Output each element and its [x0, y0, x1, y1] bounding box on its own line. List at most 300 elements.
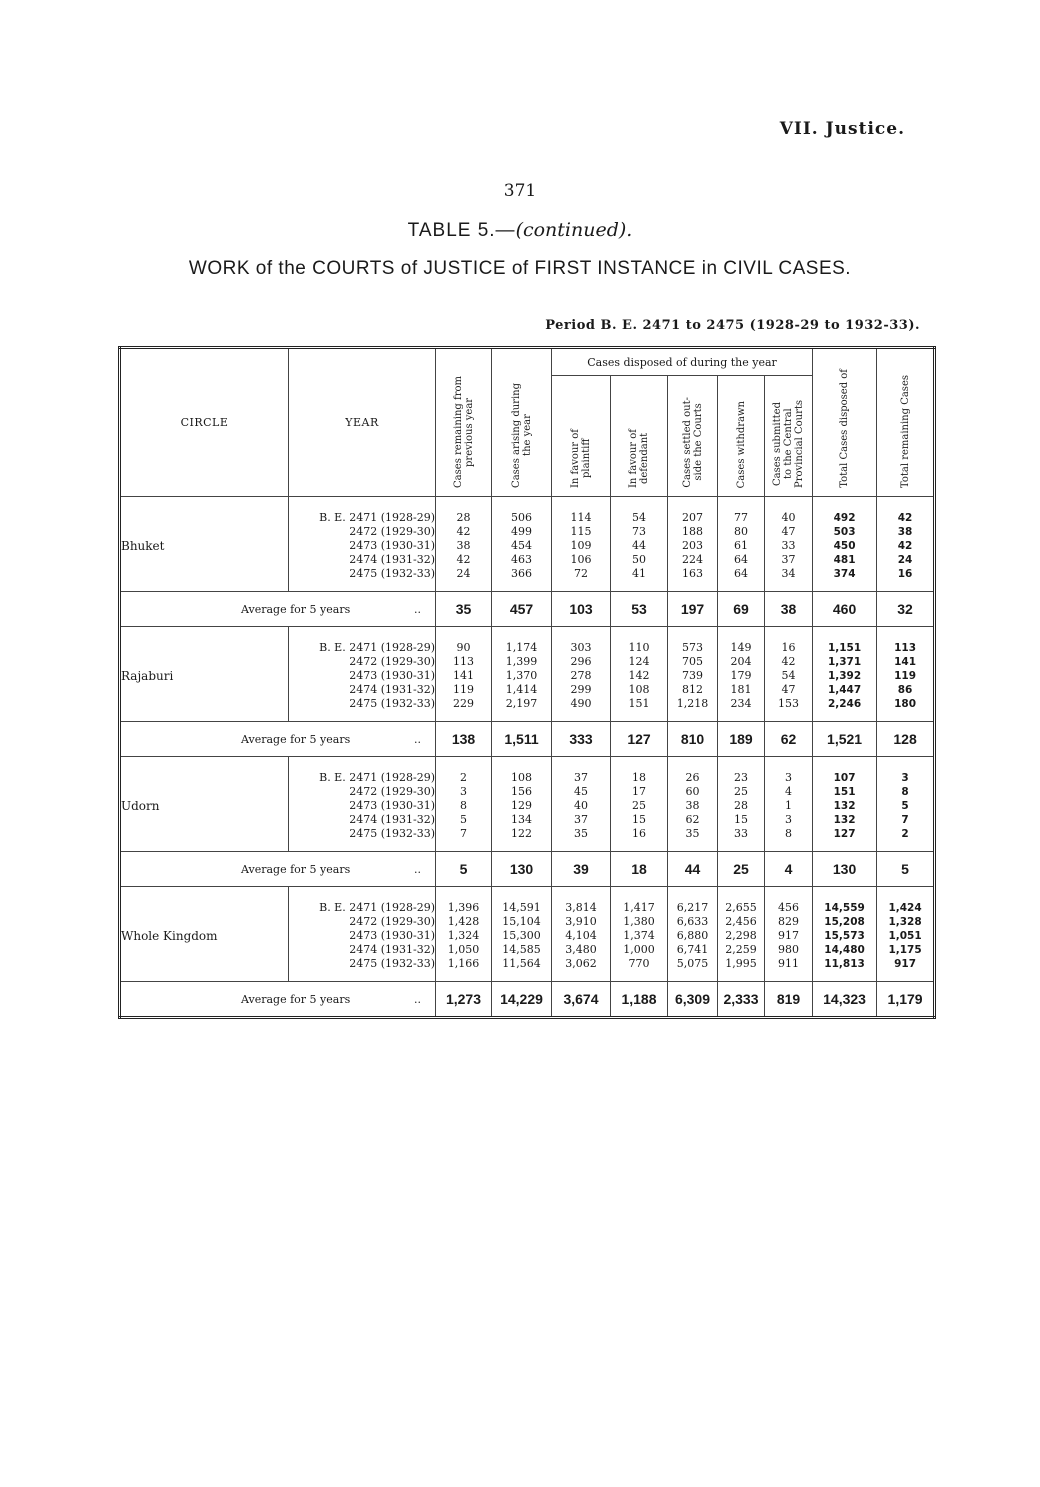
value: 17 — [632, 785, 646, 798]
value: 127 — [833, 828, 856, 840]
average-value: 3,674 — [552, 982, 611, 1018]
average-value: 127 — [611, 722, 668, 757]
header-total-remaining-text: Total remaining Cases — [899, 374, 911, 488]
cell-arising — [492, 887, 552, 982]
value: 122 — [511, 827, 532, 840]
value: 80 — [734, 525, 748, 538]
value: 911 — [778, 957, 800, 970]
cell-submitted — [765, 497, 813, 592]
value: 24 — [897, 554, 913, 566]
value: 44 — [632, 539, 646, 552]
average-row — [120, 722, 935, 757]
average-value: 197 — [668, 592, 718, 627]
header-remaining-prev — [436, 348, 492, 497]
year-label: 2474 (1931-32) — [349, 943, 435, 956]
average-label: Average for 5 years — [241, 732, 351, 746]
table-label-continued: (continued). — [515, 219, 633, 241]
year-label: 2473 (1930-31) — [349, 929, 435, 942]
value: 2,456 — [725, 915, 757, 928]
value: 33 — [734, 827, 748, 840]
average-dots: .. — [414, 992, 421, 1006]
header-disposed-group: Cases disposed of during the year — [552, 348, 813, 376]
value: 153 — [778, 697, 800, 710]
value: 234 — [730, 697, 752, 710]
value: 503 — [833, 526, 856, 538]
value: 15,104 — [502, 915, 541, 928]
value: 1,050 — [447, 943, 480, 956]
civil-cases-table — [118, 346, 936, 1019]
value: 3,814 — [565, 901, 597, 914]
cell-withdrawn — [718, 757, 765, 852]
average-value: 35 — [436, 592, 492, 627]
value: 463 — [511, 553, 532, 566]
year-label: 2472 (1929-30) — [349, 655, 435, 668]
value: 2 — [901, 828, 909, 840]
value: 34 — [781, 567, 796, 580]
value: 1,447 — [827, 684, 862, 696]
year-label: 2473 (1930-31) — [349, 669, 435, 682]
cell-settled — [668, 887, 718, 982]
value: 4,104 — [565, 929, 597, 942]
value: 1,995 — [725, 957, 757, 970]
average-value: 14,229 — [492, 982, 552, 1018]
value: 1,324 — [447, 929, 480, 942]
value: 3 — [901, 772, 909, 784]
page-number: 371 — [503, 181, 537, 201]
value: 149 — [730, 641, 752, 654]
value: 26 — [685, 771, 700, 784]
cell-withdrawn — [718, 497, 765, 592]
average-value: 130 — [492, 852, 552, 887]
value: 6,741 — [676, 943, 709, 956]
year-label: 2475 (1932-33) — [349, 957, 435, 970]
cell-arising — [492, 497, 552, 592]
cell-plaintiff — [552, 627, 611, 722]
value: 23 — [734, 771, 748, 784]
cell-total-disposed — [813, 757, 877, 852]
cell-plaintiff — [552, 887, 611, 982]
value: 14,591 — [502, 901, 541, 914]
value: 2,197 — [505, 697, 538, 710]
value: 42 — [456, 553, 471, 566]
header-settled-text: Cases settled out- side the Courts — [681, 397, 704, 488]
header-settled — [668, 376, 718, 497]
year-list — [289, 757, 436, 852]
year-label: B. E. 2471 (1928-29) — [319, 511, 435, 524]
header-plaintiff — [552, 376, 611, 497]
value: 14,585 — [502, 943, 541, 956]
value: 16 — [897, 568, 913, 580]
data-block-row — [120, 627, 935, 722]
value: 1,218 — [676, 697, 709, 710]
cell-settled — [668, 757, 718, 852]
value: 1,417 — [623, 901, 655, 914]
value: 41 — [632, 567, 646, 580]
value: 366 — [511, 567, 532, 580]
average-value: 1,179 — [877, 982, 935, 1018]
value: 61 — [734, 539, 748, 552]
average-value: 18 — [611, 852, 668, 887]
circle-name: Udorn — [120, 757, 289, 852]
value: 73 — [632, 525, 646, 538]
value: 60 — [685, 785, 700, 798]
value: 1,380 — [623, 915, 655, 928]
average-value: 53 — [611, 592, 668, 627]
average-value: 25 — [718, 852, 765, 887]
value: 113 — [453, 655, 474, 668]
cell-settled — [668, 627, 718, 722]
cell-arising — [492, 627, 552, 722]
cell-remaining-prev — [436, 887, 492, 982]
value: 1,396 — [447, 901, 480, 914]
value: 456 — [778, 901, 800, 914]
year-label: 2472 (1929-30) — [349, 785, 435, 798]
value: 1 — [785, 799, 793, 812]
cell-plaintiff — [552, 757, 611, 852]
value: 2,298 — [725, 929, 757, 942]
table-label — [0, 219, 1040, 242]
cell-total-remaining — [877, 497, 935, 592]
average-label: Average for 5 years — [241, 862, 351, 876]
average-value: 130 — [813, 852, 877, 887]
cell-withdrawn — [718, 887, 765, 982]
value: 54 — [632, 511, 646, 524]
value: 16 — [781, 641, 796, 654]
value: 7 — [901, 814, 909, 826]
value: 7 — [460, 827, 467, 840]
value: 181 — [730, 683, 752, 696]
average-value: 189 — [718, 722, 765, 757]
value: 11,813 — [824, 958, 865, 970]
value: 106 — [570, 553, 592, 566]
value: 5 — [901, 800, 909, 812]
value: 109 — [570, 539, 592, 552]
average-value: 1,188 — [611, 982, 668, 1018]
value: 142 — [628, 669, 650, 682]
year-label: 2474 (1931-32) — [349, 683, 435, 696]
value: 15,573 — [824, 930, 865, 942]
header-total-disposed-text: Total Cases disposed of — [839, 369, 851, 488]
value: 296 — [570, 655, 592, 668]
header-submitted-text: Cases submitted to the Central Provincial Courts — [772, 400, 806, 488]
year-label: 2474 (1931-32) — [349, 813, 435, 826]
value: 829 — [778, 915, 800, 928]
value: 42 — [456, 525, 471, 538]
value: 499 — [511, 525, 532, 538]
value: 6,880 — [676, 929, 709, 942]
cell-defendant — [611, 887, 668, 982]
value: 16 — [632, 827, 646, 840]
value: 2 — [460, 771, 467, 784]
year-label: 2472 (1929-30) — [349, 915, 435, 928]
value: 35 — [685, 827, 700, 840]
cell-remaining-prev — [436, 757, 492, 852]
value: 37 — [781, 553, 796, 566]
value: 980 — [778, 943, 800, 956]
value: 108 — [511, 771, 532, 784]
value: 14,559 — [824, 902, 865, 914]
year-label: 2474 (1931-32) — [349, 553, 435, 566]
average-label: Average for 5 years — [241, 602, 351, 616]
header-total-remaining — [877, 348, 935, 497]
header-defendant-text: In favour of defendant — [628, 428, 650, 488]
cell-remaining-prev — [436, 497, 492, 592]
value: 38 — [897, 526, 913, 538]
average-value: 44 — [668, 852, 718, 887]
value: 6,633 — [676, 915, 709, 928]
header-total-disposed — [813, 348, 877, 497]
cell-remaining-prev — [436, 627, 492, 722]
value: 86 — [897, 684, 913, 696]
cell-arising — [492, 757, 552, 852]
value: 119 — [894, 670, 917, 682]
value: 15,300 — [502, 929, 541, 942]
value: 224 — [682, 553, 703, 566]
value: 15 — [632, 813, 646, 826]
value: 40 — [781, 511, 796, 524]
value: 54 — [781, 669, 796, 682]
cell-submitted — [765, 757, 813, 852]
cell-total-remaining — [877, 627, 935, 722]
average-value: 810 — [668, 722, 718, 757]
value: 705 — [682, 655, 703, 668]
year-label: 2473 (1930-31) — [349, 799, 435, 812]
average-value: 69 — [718, 592, 765, 627]
average-value: 38 — [765, 592, 813, 627]
value: 115 — [570, 525, 592, 538]
year-label: 2475 (1932-33) — [349, 697, 435, 710]
cell-plaintiff — [552, 497, 611, 592]
value: 1,371 — [827, 656, 862, 668]
value: 113 — [894, 642, 917, 654]
value: 180 — [894, 698, 917, 710]
value: 1,370 — [505, 669, 538, 682]
table-body — [120, 497, 935, 1018]
value: 204 — [730, 655, 752, 668]
value: 5,075 — [676, 957, 709, 970]
average-value: 1,273 — [436, 982, 492, 1018]
value: 1,428 — [447, 915, 480, 928]
value: 1,374 — [623, 929, 655, 942]
value: 151 — [628, 697, 650, 710]
value: 107 — [833, 772, 856, 784]
value: 15 — [734, 813, 748, 826]
value: 62 — [685, 813, 700, 826]
value: 450 — [833, 540, 856, 552]
circle-name: Rajaburi — [120, 627, 289, 722]
value: 42 — [897, 540, 913, 552]
value: 25 — [632, 799, 646, 812]
header-withdrawn-text: Cases withdrawn — [735, 400, 747, 488]
value: 917 — [778, 929, 800, 942]
value: 45 — [574, 785, 588, 798]
value: 492 — [833, 512, 856, 524]
header-year: YEAR — [289, 348, 436, 497]
value: 8 — [901, 786, 909, 798]
table-title: WORK of the COURTS of JUSTICE of FIRST INSTANCE in CIVIL CASES. — [188, 258, 852, 279]
value: 1,174 — [505, 641, 538, 654]
value: 90 — [456, 641, 471, 654]
value: 490 — [570, 697, 592, 710]
value: 278 — [570, 669, 592, 682]
value: 1,392 — [827, 670, 862, 682]
value: 77 — [734, 511, 748, 524]
average-label-cell — [120, 982, 436, 1018]
value: 812 — [682, 683, 703, 696]
value: 64 — [734, 567, 748, 580]
value: 141 — [894, 656, 917, 668]
value: 28 — [456, 511, 471, 524]
header-arising — [492, 348, 552, 497]
average-value: 1,521 — [813, 722, 877, 757]
value: 28 — [734, 799, 748, 812]
value: 3,910 — [565, 915, 597, 928]
value: 1,328 — [888, 916, 922, 928]
average-dots: .. — [414, 602, 421, 616]
value: 573 — [682, 641, 703, 654]
average-label: Average for 5 years — [241, 992, 351, 1006]
value: 132 — [833, 800, 856, 812]
value: 132 — [833, 814, 856, 826]
value: 47 — [781, 525, 796, 538]
value: 3,062 — [565, 957, 597, 970]
value: 506 — [511, 511, 532, 524]
value: 50 — [632, 553, 646, 566]
average-value: 138 — [436, 722, 492, 757]
value: 770 — [628, 957, 650, 970]
data-block-row — [120, 497, 935, 592]
value: 203 — [682, 539, 703, 552]
value: 739 — [682, 669, 703, 682]
header-plaintiff-text: In favour of plaintiff — [570, 428, 592, 488]
cell-submitted — [765, 627, 813, 722]
header-submitted — [765, 376, 813, 497]
value: 64 — [734, 553, 748, 566]
value: 25 — [734, 785, 748, 798]
header-defendant — [611, 376, 668, 497]
value: 2,246 — [827, 698, 862, 710]
value: 35 — [574, 827, 588, 840]
value: 917 — [894, 958, 917, 970]
average-dots: .. — [414, 732, 421, 746]
year-label: 2472 (1929-30) — [349, 525, 435, 538]
year-label: B. E. 2471 (1928-29) — [319, 901, 435, 914]
value: 129 — [511, 799, 532, 812]
data-block-row — [120, 887, 935, 982]
value: 114 — [570, 511, 592, 524]
value: 33 — [781, 539, 796, 552]
value: 2,259 — [725, 943, 757, 956]
value: 481 — [833, 554, 856, 566]
circle-name: Whole Kingdom — [120, 887, 289, 982]
value: 454 — [511, 539, 532, 552]
value: 108 — [628, 683, 650, 696]
year-label: B. E. 2471 (1928-29) — [319, 641, 435, 654]
average-value: 457 — [492, 592, 552, 627]
average-value: 819 — [765, 982, 813, 1018]
value: 374 — [833, 568, 856, 580]
value: 141 — [453, 669, 474, 682]
value: 11,564 — [502, 957, 541, 970]
value: 163 — [682, 567, 703, 580]
value: 37 — [574, 771, 588, 784]
cell-total-disposed — [813, 887, 877, 982]
value: 110 — [628, 641, 650, 654]
value: 24 — [456, 567, 471, 580]
value: 179 — [730, 669, 752, 682]
value: 37 — [574, 813, 588, 826]
value: 1,151 — [827, 642, 862, 654]
cell-defendant — [611, 497, 668, 592]
average-value: 5 — [877, 852, 935, 887]
cell-defendant — [611, 757, 668, 852]
average-value: 32 — [877, 592, 935, 627]
section-heading: VII. Justice. — [779, 119, 905, 139]
value: 119 — [453, 683, 474, 696]
value: 8 — [785, 827, 793, 840]
average-value: 4 — [765, 852, 813, 887]
average-dots: .. — [414, 862, 421, 876]
cell-submitted — [765, 887, 813, 982]
cell-total-disposed — [813, 497, 877, 592]
average-value: 1,511 — [492, 722, 552, 757]
value: 1,175 — [888, 944, 922, 956]
data-block-row — [120, 757, 935, 852]
value: 8 — [460, 799, 467, 812]
value: 124 — [628, 655, 650, 668]
value: 1,414 — [505, 683, 538, 696]
value: 38 — [685, 799, 700, 812]
average-value: 333 — [552, 722, 611, 757]
value: 1,000 — [623, 943, 655, 956]
cell-total-disposed — [813, 627, 877, 722]
value: 3 — [785, 813, 793, 826]
average-value: 103 — [552, 592, 611, 627]
average-value: 128 — [877, 722, 935, 757]
average-row — [120, 982, 935, 1018]
value: 3 — [460, 785, 467, 798]
value: 1,399 — [505, 655, 538, 668]
value: 42 — [781, 655, 796, 668]
average-value: 460 — [813, 592, 877, 627]
value: 207 — [682, 511, 703, 524]
average-value: 6,309 — [668, 982, 718, 1018]
value: 15,208 — [824, 916, 865, 928]
value: 6,217 — [676, 901, 709, 914]
cell-settled — [668, 497, 718, 592]
value: 40 — [574, 799, 588, 812]
average-label-cell — [120, 722, 436, 757]
average-value: 39 — [552, 852, 611, 887]
cell-total-remaining — [877, 887, 935, 982]
value: 134 — [511, 813, 532, 826]
table-label-main: TABLE 5.— — [407, 220, 516, 241]
cell-total-remaining — [877, 757, 935, 852]
circle-name: Bhuket — [120, 497, 289, 592]
value: 188 — [682, 525, 703, 538]
value: 3 — [785, 771, 793, 784]
header-circle: CIRCLE — [120, 348, 289, 497]
value: 14,480 — [824, 944, 865, 956]
year-label: 2475 (1932-33) — [349, 567, 435, 580]
value: 3,480 — [565, 943, 597, 956]
year-list — [289, 887, 436, 982]
period-subtitle: Period B. E. 2471 to 2475 (1928-29 to 1932-33). — [545, 318, 920, 333]
value: 299 — [570, 683, 592, 696]
cell-defendant — [611, 627, 668, 722]
value: 229 — [453, 697, 474, 710]
average-row — [120, 852, 935, 887]
